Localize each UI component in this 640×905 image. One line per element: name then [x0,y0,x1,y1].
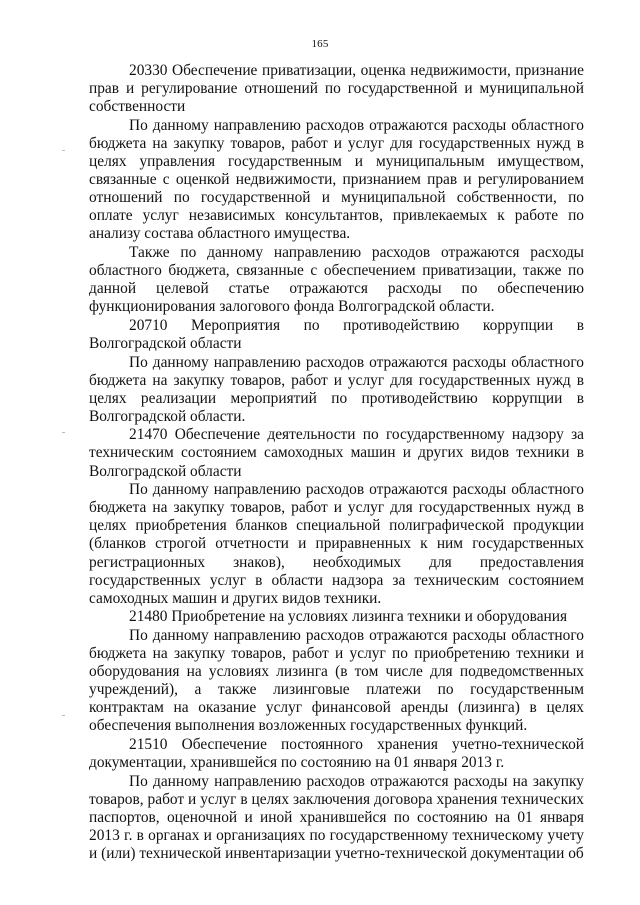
page-number: 165 [311,38,329,50]
body-paragraph: По данному направлению расходов отражаются расходы областного бюджета на закупку товаров, работ и услуг по приобретению техники и оборудования на условиях лизинга (в том числе для подведомственных учреждений), а также лизинговые платежи по государственным контрактам на оказание услуг финансовой аренды (лизинга) в целях обеспечения выполнения возложенных государственных функций. [89,626,584,735]
body-paragraph: По данному направлению расходов отражаются расходы областного бюджета на закупку товаров, работ и услуг для государственных нужд в целях управления государственным и муниципальным имуществом, связанные с оценкой недвижимости, признанием прав и регулированием отношений по государственной и муниципальной собственности, по оплате услуг независимых консультантов, привлекаемых к работе по анализу состава областного имущества. [89,116,584,243]
section-heading-21480: 21480 Приобретение на условиях лизинга техники и оборудования [129,608,568,626]
body-paragraph: По данному направлению расходов отражаются расходы на закупку товаров, работ и услуг в целях заключения договора хранения технических паспортов, оценочной и иной хранившейся по состоянию на 01 января 2013 г. в органах и организациях по государственному техническому учету и (или) технической инвентаризации учетно-технической документации об [89,772,584,863]
scan-artifact [62,432,65,433]
body-paragraph: По данному направлению расходов отражаются расходы областного бюджета на закупку товаров, работ и услуг для государственных нужд в целях реализации мероприятий по противодействию коррупции в Волгоградской области. [89,353,584,425]
scan-artifact [62,715,65,716]
section-heading-20330: 20330 Обеспечение приватизации, оценка недвижимости, признание прав и регулирование отношений по государственной и муниципальной собственности [89,62,584,116]
body-paragraph: Также по данному направлению расходов отражаются расходы областного бюджета, связанные с обеспечением приватизации, также по данной целевой статье отражаются расходы по обеспечению функционирования залогового фонда Волгоградской области. [89,243,584,316]
section-heading-21510: 21510 Обеспечение постоянного хранения учетно-технической документации, хранившейся по состоянию на 01 января 2013 г. [89,735,584,772]
section-heading-21470: 21470 Обеспечение деятельности по государственному надзору за техническим состоянием самоходных машин и других видов техники в Волгоградской области [89,426,584,480]
body-paragraph: По данному направлению расходов отражаются расходы областного бюджета на закупку товаров, работ и услуг для государственных нужд в целях приобретения бланков специальной полиграфической продукции (бланков строгой отчетности и приравненных к ним государственных регистрационных знаков), необходимых для предоставления государственных услуг в области надзора за техническим состоянием самоходных машин и других видов техники. [89,481,584,607]
scan-artifact [62,150,65,151]
section-heading-20710: 20710 Мероприятия по противодействию коррупции в Волгоградской области [89,316,584,352]
document-body [89,62,584,863]
